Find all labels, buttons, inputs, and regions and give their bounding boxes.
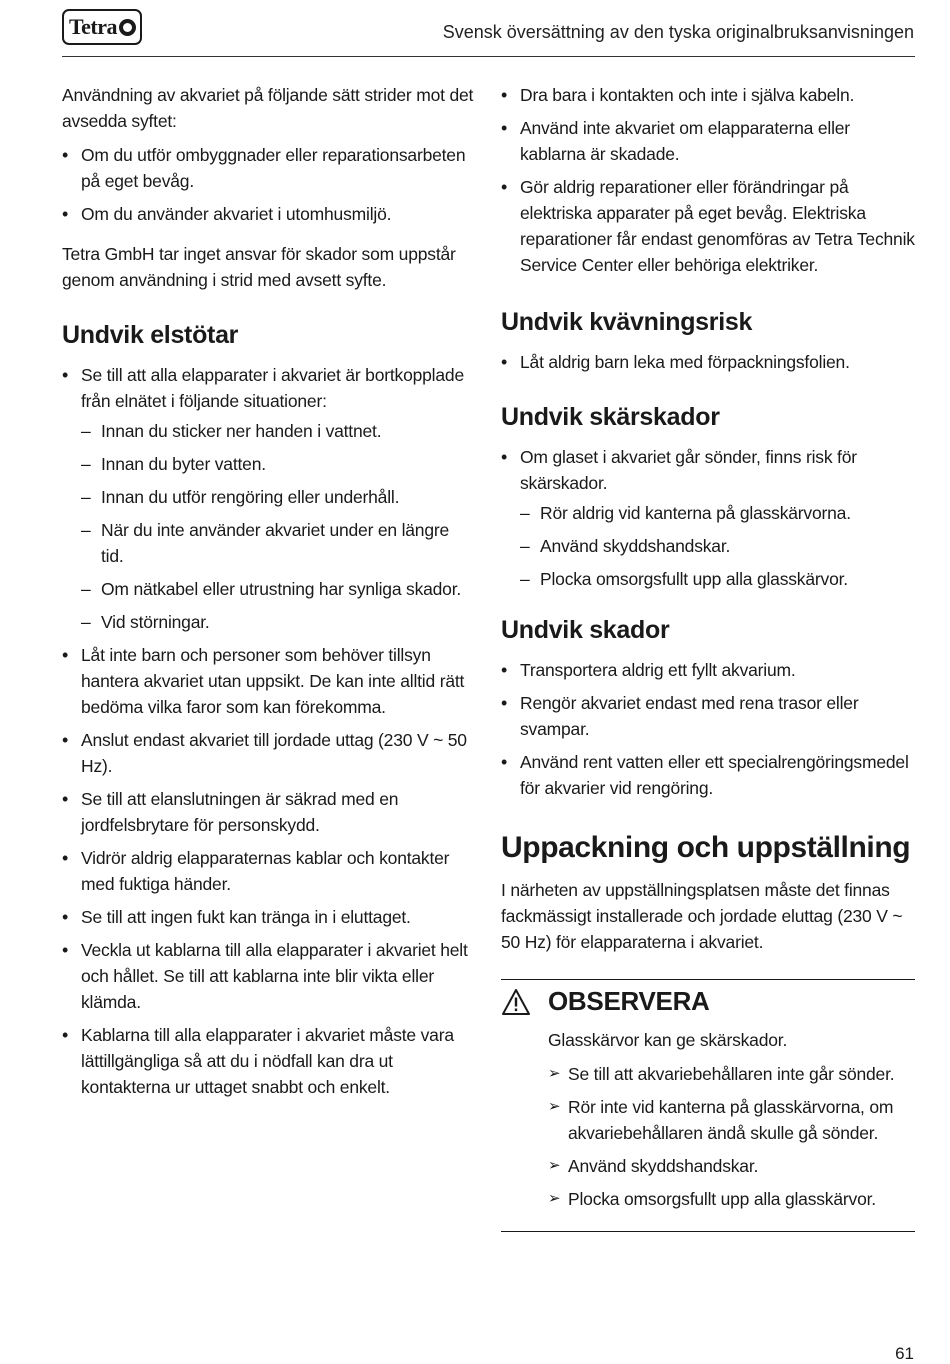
page-header <box>0 0 950 58</box>
list-item: • Använd rent vatten eller ett specialrengöringsmedel för akvarier vid rengöring. <box>501 749 915 801</box>
list-item: • Vidrör aldrig elapparaternas kablar och kontakter med fuktiga händer. <box>62 845 474 897</box>
list-item: • Gör aldrig reparationer eller förändringar på elektriska apparater på eget bevåg. Elektriska reparationer får endast genomföras av Tetra Technik Service Center eller behöriga elektriker. <box>501 174 915 278</box>
notice-text: Glasskärvor kan ge skärskador. <box>548 1030 788 1050</box>
misuse-list <box>62 142 474 227</box>
list-item: • Se till att ingen fukt kan tränga in i eluttaget. <box>62 904 474 930</box>
list-item: • Rengör akvariet endast med rena trasor eller svampar. <box>501 690 915 742</box>
sub-list-item: – Innan du utför rengöring eller underhåll. <box>62 484 474 510</box>
disconnect-text: Se till att alla elapparater i akvariet är bortkopplade från elnätet i följande situationer: <box>81 365 464 411</box>
notice-actions <box>548 1061 915 1212</box>
sub-list-item: – Rör aldrig vid kanterna på glasskärvorna. <box>501 500 915 526</box>
uppackning-text: I närheten av uppställningsplatsen måste det finnas fackmässigt installerade och jordade eluttag (230 V ~ 50 Hz) för elapparaterna i akvariet. <box>501 880 903 952</box>
header-title: Svensk översättning av den tyska originalbruksanvisningen <box>442 22 914 42</box>
list-item: • Transportera aldrig ett fyllt akvarium. <box>501 657 915 683</box>
heading-undvik-skador: Undvik skador <box>501 616 670 644</box>
list-item: • Om du utför ombyggnader eller reparationsarbeten på eget bevåg. <box>62 142 474 194</box>
list-item: • Veckla ut kablarna till alla elapparater i akvariet helt och hållet. Se till att kablarna inte blir vikta eller klämda. <box>62 937 474 1015</box>
sub-list-item: – Vid störningar. <box>62 609 474 635</box>
tetra-logo <box>62 9 142 45</box>
action-item: ➢ Se till att akvariebehållaren inte går sönder. <box>548 1061 915 1087</box>
list-item: • Se till att elanslutningen är säkrad med en jordfelsbrytare för personskydd. <box>62 786 474 838</box>
heading-uppackning: Uppackning och uppställning <box>501 831 911 864</box>
heading-undvik-elstotar: Undvik elstötar <box>62 321 239 349</box>
heading-undvik-skarskador: Undvik skärskador <box>501 403 720 431</box>
electrical-list-continued <box>501 82 915 278</box>
action-item: ➢ Plocka omsorgsfullt upp alla glasskärvor. <box>548 1186 915 1212</box>
liability-text: Tetra GmbH tar inget ansvar för skador som uppstår genom användning i strid med avsett syfte. <box>62 244 456 290</box>
elstotar-list <box>62 362 474 1100</box>
notice-box <box>501 979 915 1232</box>
glass-break-text: Om glaset i akvariet går sönder, finns risk för skärskador. <box>520 447 857 493</box>
page-number: 61 <box>895 1344 914 1363</box>
sub-list-item: – Om nätkabel eller utrustning har synliga skador. <box>62 576 474 602</box>
left-column <box>62 82 474 1107</box>
header-divider <box>62 56 915 57</box>
tetra-logo-text: Tetra <box>69 14 118 39</box>
list-item: • Låt aldrig barn leka med förpackningsfolien. <box>501 349 915 375</box>
warning-triangle-icon <box>501 988 531 1016</box>
tetra-fish-icon <box>119 19 136 36</box>
notice-header <box>501 986 915 1017</box>
sub-list-item: – Innan du sticker ner handen i vattnet. <box>62 418 474 444</box>
list-item: • Låt inte barn och personer som behöver tillsyn hantera akvariet utan uppsikt. De kan inte alltid rätt bedöma vilka faror som kan förekomma. <box>62 642 474 720</box>
kvavning-list <box>501 349 915 375</box>
list-item <box>501 444 915 592</box>
notice-body <box>501 1027 915 1212</box>
sub-list-item: – Använd skyddshandskar. <box>501 533 915 559</box>
list-item: • Dra bara i kontakten och inte i själva kabeln. <box>501 82 915 108</box>
list-item: • Om du använder akvariet i utomhusmiljö. <box>62 201 474 227</box>
notice-title: OBSERVERA <box>548 986 710 1016</box>
list-item: • Anslut endast akvariet till jordade uttag (230 V ~ 50 Hz). <box>62 727 474 779</box>
action-item: ➢ Rör inte vid kanterna på glasskärvorna, om akvariebehållaren ändå skulle gå sönder. <box>548 1094 915 1146</box>
skador-list <box>501 657 915 801</box>
sub-list-item: – Plocka omsorgsfullt upp alla glasskärvor. <box>501 566 915 592</box>
action-item: ➢ Använd skyddshandskar. <box>548 1153 915 1179</box>
list-item: • Använd inte akvariet om elapparaterna eller kablarna är skadade. <box>501 115 915 167</box>
glass-sub-list <box>520 500 915 592</box>
list-item <box>62 362 474 635</box>
sub-list-item: – Innan du byter vatten. <box>62 451 474 477</box>
list-item: • Kablarna till alla elapparater i akvariet måste vara lättillgängliga så att du i nödfall kan dra ut kontakterna ur uttaget snabbt och enkelt. <box>62 1022 474 1100</box>
skar-list <box>501 444 915 592</box>
intended-use-intro: Användning av akvariet på följande sätt strider mot det avsedda syftet: <box>62 85 474 131</box>
situations-list <box>81 418 474 635</box>
heading-undvik-kvavningsrisk: Undvik kvävningsrisk <box>501 308 753 336</box>
right-column <box>501 82 915 1232</box>
sub-list-item: – När du inte använder akvariet under en längre tid. <box>62 517 474 569</box>
